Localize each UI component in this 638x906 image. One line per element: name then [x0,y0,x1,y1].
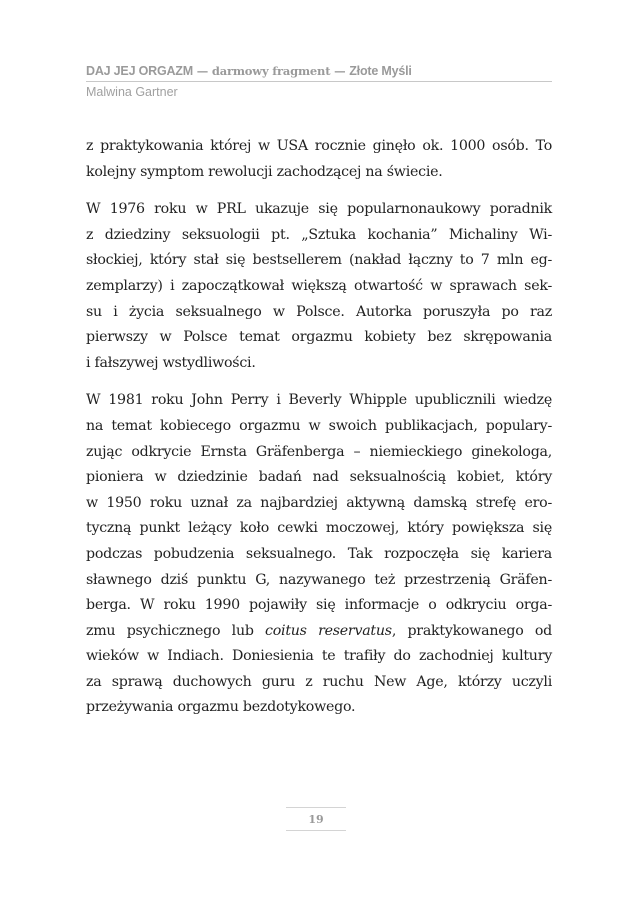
text-line: zemplarzy) i zapoczątkował większą otwartość w sprawach sek- [86,277,552,294]
page-number: 19 [308,813,324,826]
text-line: przeżywania orgazmu bezdotykowego. [86,699,356,716]
italic-phrase: coitus reservatus [265,622,392,639]
text-line: kolejny symptom rewolucji zachodzącej na świecie. [86,163,443,180]
text-line: podczas pobudzenia seksualnego. Tak rozpoczęła się kariera [86,545,552,562]
text-line: pierwszy w Polsce temat orgazmu kobiety bez skrępowania [86,329,552,346]
book-title: DAJ JEJ ORGAZM [86,64,193,78]
text-line: pioniera w dziedzinie badań nad seksualnością kobiet, który [86,469,552,486]
fragment-label: darmowy fragment [211,64,331,78]
text-line: na temat kobiecego orgazmu w swoich publikacjach, populary- [86,417,552,434]
text-line: wieków w Indiach. Doniesienia te trafiły do zachodniej kultury [86,648,552,665]
text-line: tyczną punkt leżący koło cewki moczowej, który powiększa się [86,520,552,537]
paragraph [86,388,552,721]
text-line: su i życia seksualnego w Polsce. Autorka poruszyła po raz [86,303,552,320]
text-line: berga. W roku 1990 pojawiły się informacje o odkryciu orga- [86,597,552,614]
text-line: W 1981 roku John Perry i Beverly Whipple upublicznili wiedzę [86,392,552,409]
text-line: zując odkrycie Ernsta Gräfenberga – niemieckiego ginekologa, [86,443,552,460]
author-name: Malwina Gartner [86,85,178,99]
page-header [86,64,552,99]
header-title-line [86,64,552,82]
paragraph [86,134,552,185]
text-line: z dziedziny seksuologii pt. „Sztuka kochania” Michaliny Wi- [86,226,552,243]
paragraph [86,197,552,376]
text-line-with-italic [86,619,552,645]
page-footer [286,807,346,831]
text-line: z praktykowania której w USA rocznie ginęło ok. 1000 osób. To [86,138,552,154]
text-line: i fałszywej wstydliwości. [86,354,256,371]
text-line: sławnego dziś punktu G, nazywanego też przestrzenią Gräfen- [86,571,552,588]
text-fragment: zmu psychicznego lub [86,622,266,639]
publisher-name: Złote Myśli [349,64,412,78]
header-separator: — [330,64,350,78]
footer-divider [286,830,346,831]
text-fragment: , praktykowanego od [391,622,552,639]
text-line: za sprawą duchowych guru z ruchu New Age, którzy uczyli [86,673,552,690]
header-separator: — [192,64,212,78]
text-line: słockiej, który stał się bestsellerem (nakład łączny to 7 mln eg- [86,252,552,269]
text-line: W 1976 roku w PRL ukazuje się popularnonaukowy poradnik [86,201,552,218]
page-body [86,134,552,733]
text-line: w 1950 roku uznał za najbardziej aktywną damską strefę ero- [86,494,552,511]
